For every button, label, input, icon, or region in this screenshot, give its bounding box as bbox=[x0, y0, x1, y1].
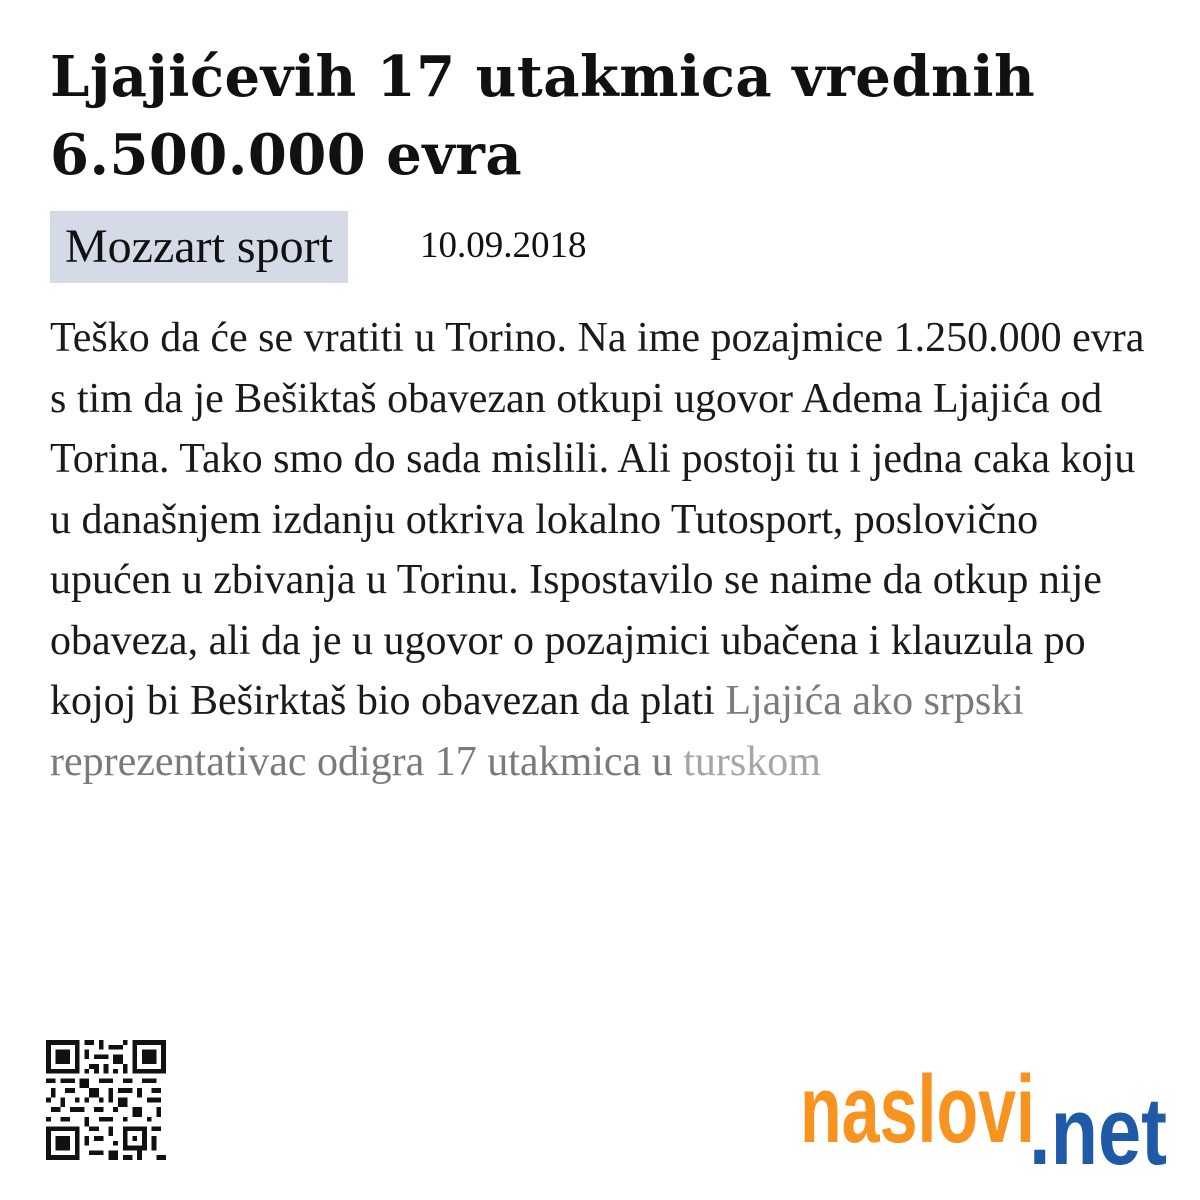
article-text: Teško da će se vratiti u Torino. Na ime pozajmice 1.250.000 evra s tim da je Bešiktaš obavezan otkupi ugovor Adema Ljajića od Torina. Tako smo do sada mislili. Ali postoji tu i jedna caka koju u današnjem izdanju otkriva lokalno Tutosport, poslovično upućen u zbivanja u Torinu. Ispostavilo se naime da otkup nije obaveza, ali da je u ugovor o pozajmici ubačena i klauzula po kojoj bi Beširktaš bio obavezan da plati bbox=[50, 315, 1145, 724]
qr-code-icon[interactable] bbox=[46, 1038, 166, 1162]
article-text-fade: Ljajića ako srpski reprezentativac odigra 17 utakmica u bbox=[50, 678, 1024, 785]
svg-text:.net: .net bbox=[1029, 1078, 1167, 1170]
article-text-fade-end: turskom bbox=[683, 738, 821, 785]
article-title: Ljajićevih 17 utakmica vrednih 6.500.000 evra bbox=[50, 44, 1036, 188]
publish-date: 10.09.2018 bbox=[420, 225, 587, 266]
naslovi-net-logo[interactable] bbox=[800, 1062, 1170, 1170]
source-tag[interactable]: Mozzart sport bbox=[50, 211, 348, 283]
article-body bbox=[50, 308, 1160, 792]
svg-text:naslovi: naslovi bbox=[800, 1062, 1035, 1163]
